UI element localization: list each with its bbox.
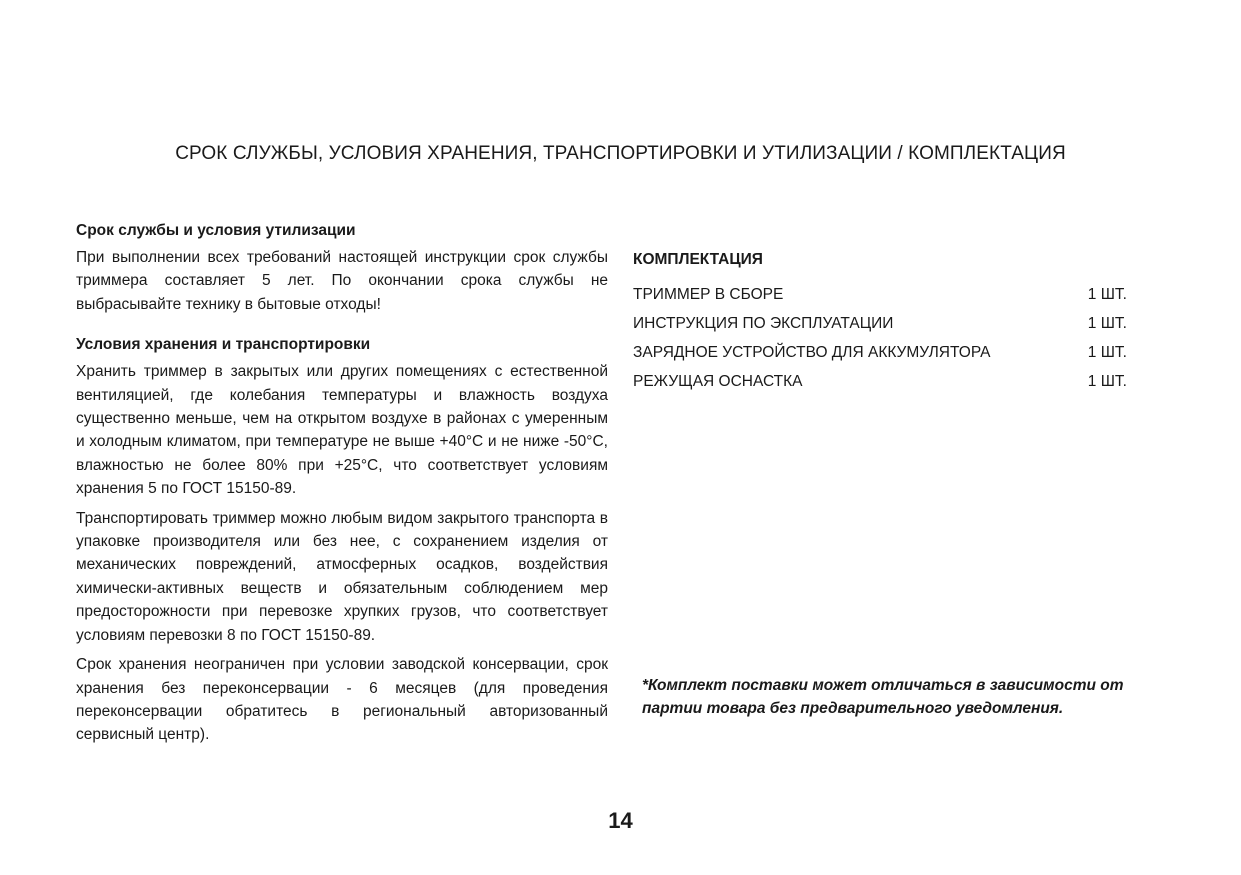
kit-item-name: ЗАРЯДНОЕ УСТРОЙСТВО ДЛЯ АККУМУЛЯТОРА [633, 344, 991, 361]
kit-item-qty: 1 ШТ. [1087, 373, 1127, 390]
kit-item-name: РЕЖУЩАЯ ОСНАСТКА [633, 373, 803, 390]
kit-item-qty: 1 ШТ. [1087, 315, 1127, 332]
service-life-text: При выполнении всех требований настоящей инструкции срок службы триммера составляет 5 лет. По окончании срока службы не выбрасывайте технику в бытовые отходы! [76, 249, 608, 313]
kit-item [633, 309, 1127, 338]
kit-item-name: ТРИММЕР В СБОРЕ [633, 286, 784, 303]
storage-heading: Условия хранения и транспортировки [76, 336, 371, 354]
service-life-heading: Срок службы и условия утилизации [76, 222, 356, 239]
kit-item [633, 367, 1127, 396]
kit-section [633, 249, 1133, 396]
page-title: СРОК СЛУЖБЫ, УСЛОВИЯ ХРАНЕНИЯ, ТРАНСПОРТИРОВКИ И УТИЛИЗАЦИИ / КОМПЛЕКТАЦИЯ [175, 143, 1066, 164]
kit-footnote: *Комплект поставки может отличаться в зависимости от партии товара без предварительного уведомления. [642, 677, 1124, 717]
page-number: 14 [608, 808, 633, 833]
kit-item [633, 280, 1127, 309]
left-column [76, 220, 608, 747]
storage-paragraph: Хранить триммер в закрытых или других помещениях с естественной вентиляцией, где колебания температуры и влажность воздуха существенно меньше, чем на открытом воздухе в районах с умеренным и холодным климатом, при температуре не выше +40°С и не ниже -50°С, влажностью не более 80% при +25°С, что соответствует условиям хранения 5 по ГОСТ 15150-89. [76, 363, 608, 498]
kit-title: КОМПЛЕКТАЦИЯ [633, 251, 763, 268]
kit-item-qty: 1 ШТ. [1087, 286, 1127, 303]
kit-item [633, 338, 1127, 367]
storage-term-paragraph: Срок хранения неограничен при условии заводской консервации, срок хранения без переконсервации - 6 месяцев (для проведения переконсервации обратитесь в региональный авторизованный сервисный центр). [76, 656, 608, 744]
kit-item-qty: 1 ШТ. [1087, 344, 1127, 361]
kit-item-name: ИНСТРУКЦИЯ ПО ЭКСПЛУАТАЦИИ [633, 315, 894, 332]
transport-paragraph: Транспортировать триммер можно любым видом закрытого транспорта в упаковке производителя или без нее, с сохранением изделия от механических повреждений, атмосферных осадков, воздействия химически-активных веществ и обязательным соблюдением мер предосторожности при перевозке хрупких грузов, что соответствует условиям перевозки 8 по ГОСТ 15150-89. [76, 509, 608, 644]
